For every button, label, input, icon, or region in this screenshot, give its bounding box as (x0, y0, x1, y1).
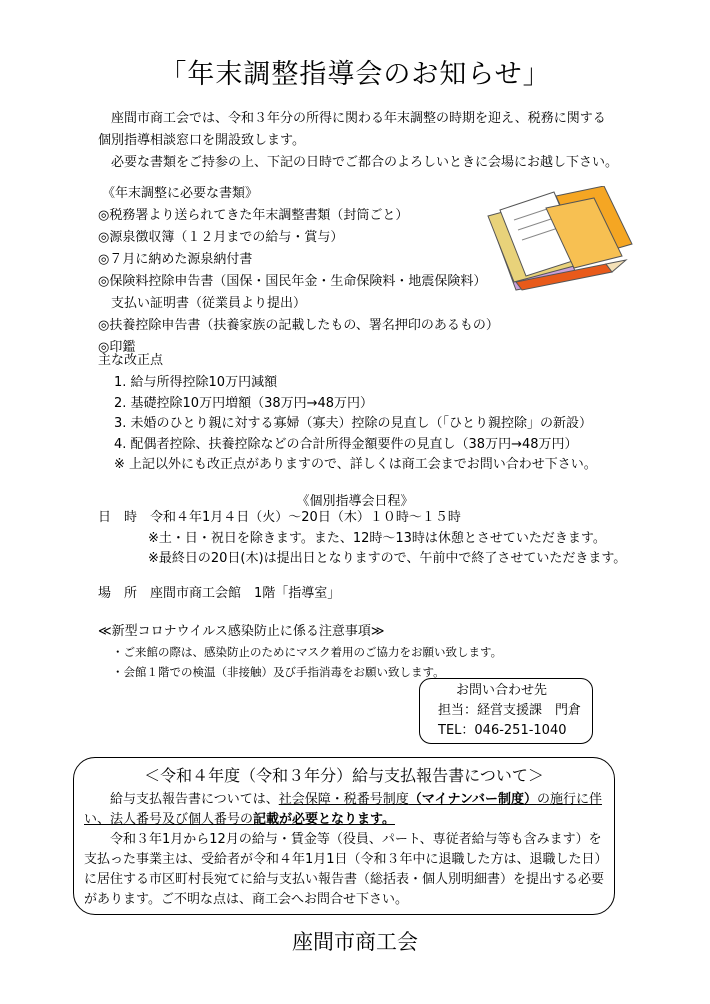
notice-text: 給与支払報告書については、 (110, 792, 279, 807)
revision-item: 1. 給与所得控除10万円減額 (114, 375, 278, 390)
schedule-place: 場 所 座間市商工会館 1階「指導室」 (98, 586, 341, 601)
required-documents (98, 183, 499, 359)
organization-name: 座間市商工会 (292, 930, 418, 954)
document-item: 支払い証明書（従業員より提出） (98, 296, 307, 311)
contact-heading: お問い合わせ先 (456, 683, 548, 698)
contact-tel: TEL：046-251-1040 (438, 723, 567, 738)
notice-title: ＜令和４年度（令和３年分）給与支払報告書について＞ (144, 766, 544, 785)
notice-bold-text: （マイナンバー制度） (408, 792, 537, 807)
covid-item: ・ご来館の際は、感染防止のためにマスク着用のご協力をお願い致します。 (112, 645, 503, 659)
notice-underlined-text: 社会保障・税番号制度 (278, 792, 409, 807)
page-title: 「年末調整指導会のお知らせ」 (159, 59, 551, 90)
salary-report-notice (73, 757, 615, 915)
covid-notice (98, 622, 502, 682)
revision-item: 2. 基礎控除10万円増額（38万円→48万円） (114, 395, 374, 411)
document-item: ◎税務署より送られてきた年末調整書類（封筒ごと） (98, 208, 409, 223)
covid-heading: ≪新型コロナウイルス感染防止に係る注意事項≫ (98, 624, 385, 639)
revisions-list (114, 373, 597, 476)
notice-underlined-text: の施行に伴い、法人番号及び個人番号の (84, 792, 602, 827)
notice-bold-text: 記載が必要となります。 (253, 812, 395, 827)
document-item: ◎源泉徴収簿（１２月までの給与・賞与） (98, 230, 344, 245)
schedule-note-2: ※最終日の20日(木)は提出日となりますので、午前中で終了させていただきます。 (148, 551, 627, 566)
intro-line-1: 座間市商工会では、令和３年分の所得に関わる年末調整の時期を迎え、税務に関する (111, 111, 606, 126)
revision-item: 3. 未婚のひとり親に対する寡婦（寡夫）控除の見直し（「ひとり親控除」の新設） (114, 416, 593, 431)
revision-item: 4. 配偶者控除、扶養控除などの合計所得金額要件の見直し（38万円→48万円） (114, 436, 578, 452)
contact-box (419, 678, 593, 744)
intro-line-3: 必要な書類をご持参の上、下記の日時でご都合のよろしいときに会場にお越し下さい。 (111, 155, 619, 170)
notice-paragraph-2: 令和３年1月から12月の給与・賃金等（役員、パート、専従者給与等も含みます）を支払った事業主は、受給者が令和４年1月1日（令和３年中に退職した方は、退職した日）に居住する市区町村長宛てに給与支払い報告書（総括表・個人別明細書）を提出する必要があります。ご不明な点は、商工会へお問合せ下さい。 (84, 832, 608, 907)
contact-person: 担当：経営支援課 門倉 (438, 703, 582, 718)
documents-heading: 《年末調整に必要な書類》 (102, 186, 259, 201)
schedule-note-1: ※土・日・祝日を除きます。また、12時～13時は休憩とさせていただきます。 (148, 530, 606, 546)
document-item: ◎扶養控除申告書（扶養家族の記載したもの、署名押印のあるもの） (98, 318, 499, 333)
notice-body (84, 790, 612, 910)
revision-note: ※ 上記以外にも改正点がありますので、詳しくは商工会までお問い合わせ下さい。 (114, 457, 597, 472)
schedule-heading: 《個別指導会日程》 (296, 494, 414, 509)
document-item: ◎７月に納めた源泉納付書 (98, 252, 253, 267)
document-item: ◎保険料控除申告書（国保・国民年金・生命保険料・地震保険料） (98, 274, 487, 289)
intro-line-2: 個別指導相談窓口を開設致します。 (98, 133, 305, 148)
folders-and-pen-icon (486, 186, 636, 294)
document-item: ◎印鑑 (98, 340, 136, 355)
schedule (98, 508, 626, 570)
intro-text (98, 108, 658, 174)
revisions-heading: 主な改正点 (98, 353, 164, 368)
covid-item: ・会館１階での検温（非接触）及び手指消毒をお願い致します。 (112, 665, 445, 679)
schedule-datetime: 日 時 令和４年1月４日（火）～20日（木）１０時～１５時 (98, 510, 461, 525)
